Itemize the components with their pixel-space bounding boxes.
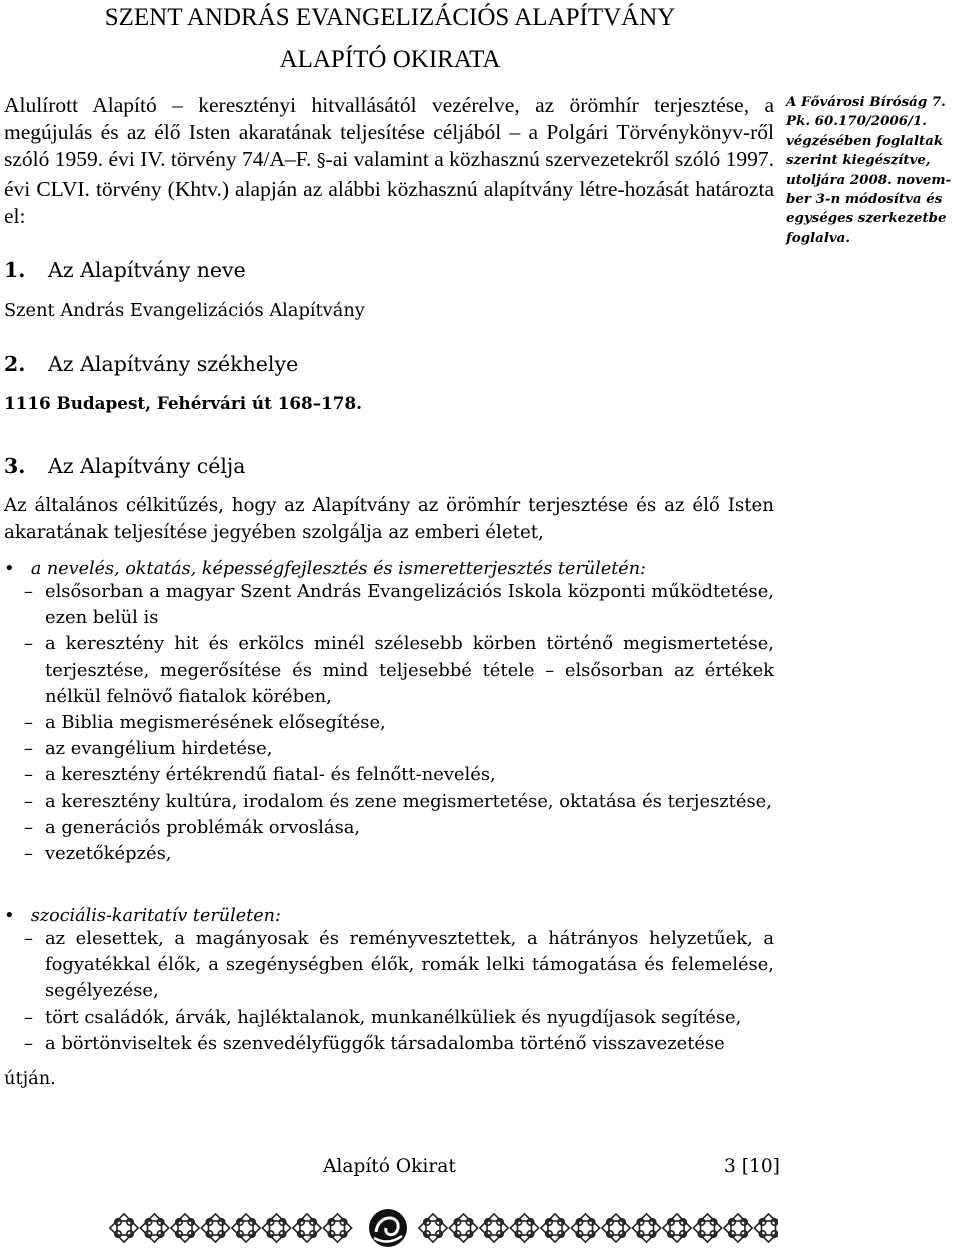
foundation-name: Szent András Evangelizációs Alapítvány <box>4 300 365 321</box>
knot-ornament-icon <box>754 1214 778 1242</box>
goal-intro-paragraph: Az általános célkitűzés, hogy az Alapítvány az örömhír terjesztése és az élő Isten akaratának teljesítése jegyében szolgálja az emberi életet, <box>4 495 774 543</box>
social-goal-list <box>4 926 774 1057</box>
goal-list-item: – az evangélium hirdetése, <box>4 736 774 762</box>
goal-list-item: – vezetőképzés, <box>4 841 774 867</box>
swirl-logo-icon <box>369 1209 407 1247</box>
foundation-address: 1116 Budapest, Fehérvári út 168–178. <box>4 393 362 413</box>
knot-ornament-icon <box>201 1214 229 1242</box>
knot-ornament-icon <box>693 1214 721 1242</box>
footer-ornament-svg <box>108 1208 778 1248</box>
section-1-heading <box>4 258 246 282</box>
intro-text-a: Alulírott Alapító – keresztényi hitvallásától vezérelve, az örömhír terjesztése, a megújulás és az élő Isten akaratának teljesítése céljából – a Polgári Törvénykönyv-ről szóló 1959. évi IV. törvény 74/A–F. <box>4 93 774 172</box>
document-title: SZENT ANDRÁS EVANGELIZÁCIÓS ALAPÍTVÁNY <box>104 4 676 31</box>
knot-ornament-icon <box>449 1214 477 1242</box>
knot-ornament-icon <box>293 1214 321 1242</box>
section-1-title: Az Alapítvány neve <box>48 258 246 282</box>
goal-list-item: – a börtönviseltek és szenvedélyfüggők társadalomba történő visszavezetése <box>4 1031 774 1057</box>
knot-ornament-icon <box>110 1214 138 1242</box>
goal-list-item: – elsősorban a magyar Szent András Evangelizációs Iskola központi működtetése, ezen belül is <box>4 579 774 631</box>
goal-list-item: – a generációs problémák orvoslása, <box>4 815 774 841</box>
goal-list-item: – a Biblia megismerésének elősegítése, <box>4 710 774 736</box>
goal-list-item: – tört családók, árvák, hajléktalanok, munkanélküliek és nyugdíjasok segítése, <box>4 1005 774 1031</box>
section-3-title: Az Alapítvány célja <box>48 454 246 478</box>
bullet-group-education <box>4 558 774 867</box>
knot-ornament-icon <box>171 1214 199 1242</box>
knot-ornament-icon <box>602 1214 630 1242</box>
section-sign: § <box>316 151 326 172</box>
section-3-number: 3. <box>4 454 26 478</box>
knot-ornament-icon <box>724 1214 752 1242</box>
intro-text-b: -ai valamint a közhasznú szervezetekről szóló 1997. évi CLVI. törvény (Khtv.) alapján az alábbi közhasznú alapítvány létre-hozását határozta el: <box>4 147 774 228</box>
goal-list-item: – a keresztény kultúra, irodalom és zene megismertetése, oktatása és terjesztése, <box>4 789 774 815</box>
section-2-heading <box>4 352 298 376</box>
intro-paragraph <box>4 92 774 230</box>
knot-ornament-icon <box>232 1214 260 1242</box>
margin-note: A Fővárosi Bíróság 7. Pk. 60.170/2006/1. végzésében foglaltak szerint kiegészítve, utoljára 2008. novem-ber 3-n módosítva és egységes szerkezetbe foglalva. <box>786 94 952 246</box>
bullet-icon: • <box>4 905 15 926</box>
knot-ornament-icon <box>571 1214 599 1242</box>
knot-ornament-icon <box>663 1214 691 1242</box>
knot-ornament-icon <box>480 1214 508 1242</box>
education-goal-list <box>4 579 774 867</box>
goal-list-item: – a keresztény hit és erkölcs minél szélesebb körben történő megismertetése, terjesztése, megerősítése és mind teljesebbé tétele – elsősorban az értékek nélkül felnövő fiatalok körében, <box>4 631 774 710</box>
goal-list-item: – a keresztény értékrendű fiatal- és felnőtt-nevelés, <box>4 762 774 788</box>
document-subtitle: ALAPÍTÓ OKIRATA <box>279 46 501 73</box>
page-number: 3 [10] <box>724 1156 780 1177</box>
closing-word: útján. <box>4 1068 56 1089</box>
section-1-number: 1. <box>4 258 26 282</box>
knot-ornament-icon <box>632 1214 660 1242</box>
section-3-heading <box>4 454 245 478</box>
footer-label: Alapító Okirat <box>323 1156 456 1177</box>
knot-ornament-icon <box>323 1214 351 1242</box>
knot-ornament-icon <box>541 1214 569 1242</box>
bullet-group-social <box>4 905 774 1057</box>
bullet-group-title: szociális-karitatív területen: <box>30 906 281 926</box>
knot-ornament-icon <box>262 1214 290 1242</box>
bullet-icon: • <box>4 558 15 579</box>
section-2-number: 2. <box>4 352 26 376</box>
bullet-group-title: a nevelés, oktatás, képességfejlesztés és ismeretterjesztés területén: <box>30 559 646 579</box>
knot-ornament-icon <box>140 1214 168 1242</box>
section-2-title: Az Alapítvány székhelye <box>48 352 299 376</box>
footer-ornament-row <box>108 1208 778 1248</box>
knot-ornament-icon <box>419 1214 447 1242</box>
knot-ornament-icon <box>510 1214 538 1242</box>
goal-list-item: – az elesettek, a magányosak és reményvesztettek, a hátrányos helyzetűek, a fogyatékkal élők, a szegénységben élők, romák lelki támogatása és felemelése, segélyezése, <box>4 926 774 1005</box>
